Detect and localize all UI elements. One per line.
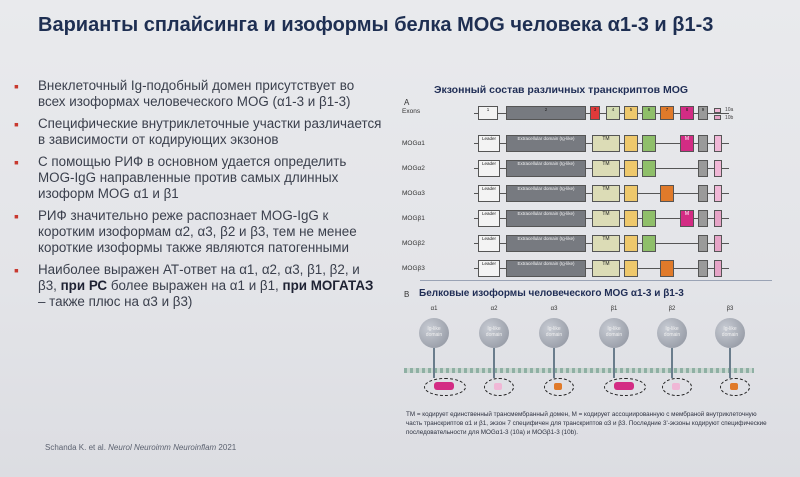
domain-stalk <box>493 348 495 378</box>
isoform-label: α2 <box>490 306 498 312</box>
m-box: M <box>680 135 694 152</box>
leader-box: Leader <box>478 210 500 227</box>
c-terminal <box>730 383 738 390</box>
bullet-item <box>12 78 382 110</box>
ig-like-domain: Ig-like domain <box>657 318 687 348</box>
bullet-text-part: Наиболее выражен АТ-ответ на α1, α2, α3, β1, β2, и β3, <box>38 262 360 293</box>
isoform-label: β1 <box>610 306 618 312</box>
exon-box <box>642 160 656 177</box>
ig-like-domain: Ig-like domain <box>479 318 509 348</box>
tm-box: TM <box>592 235 620 252</box>
exon-box <box>660 185 674 202</box>
exon-box <box>660 260 674 277</box>
citation-journal: Neurol Neuroimm Neuroinflam <box>108 443 217 452</box>
legend-10b: 10b <box>725 115 734 121</box>
exon-10a-box <box>714 135 722 152</box>
ig-like-domain: Ig-like domain <box>539 318 569 348</box>
transcript-label: MOGα3 <box>402 190 425 197</box>
transcript-label: MOGα1 <box>402 140 425 147</box>
leader-box: Leader <box>478 185 500 202</box>
legend-10a: 10a <box>725 107 734 113</box>
exon-box: 6 <box>642 106 656 120</box>
exon-box: 8 <box>680 106 694 120</box>
panel-a-title: Экзонный состав различных транскриптов MOG <box>434 84 689 96</box>
domain-stalk <box>433 348 435 378</box>
exon-box: 9 <box>698 106 708 120</box>
exon-box: 1 <box>478 106 498 120</box>
m-domain <box>434 382 454 390</box>
ig-like-domain: Ig-like domain <box>599 318 629 348</box>
exon-10b-box <box>714 235 722 252</box>
bullet-text: С помощью РИФ в основном удается определить MOG-IgG направленные против самых длинных изоформ MOG α1 и β1 <box>38 154 347 201</box>
exon-box <box>624 160 638 177</box>
exon-10b-box <box>714 210 722 227</box>
tm-box: TM <box>592 135 620 152</box>
exon-box: 7 <box>660 106 674 120</box>
bullet-text: РИФ значительно реже распознает MOG-IgG к коротким изоформам α2, α3, β2 и β3, тем не менее короткие изоформы также являются патогенными <box>38 208 357 255</box>
isoform-label: β3 <box>726 306 734 312</box>
exon-box <box>624 135 638 152</box>
bullet-item <box>12 262 382 310</box>
ig-domain-exon-box: Extracellular domain (Ig-like) <box>506 260 586 277</box>
exon-box <box>698 210 708 227</box>
exon-box <box>698 135 708 152</box>
m-box: M <box>680 210 694 227</box>
exon-box <box>698 260 708 277</box>
ig-domain-exon-box: Extracellular domain (Ig-like) <box>506 210 586 227</box>
panel-b-letter: B <box>404 290 410 299</box>
tm-box: TM <box>592 210 620 227</box>
exon-box <box>698 160 708 177</box>
transcript-label: MOGβ2 <box>402 240 425 247</box>
exon-box <box>642 210 656 227</box>
bullet-marker: ▪ <box>14 208 19 224</box>
exon-10a-box <box>714 185 722 202</box>
ig-like-domain: Ig-like domain <box>715 318 745 348</box>
bullet-text: Специфические внутриклеточные участки различается в зависимости от кодирующих экзонов <box>38 116 382 147</box>
c-terminal <box>494 383 502 390</box>
isoform-label: β2 <box>668 306 676 312</box>
exon-box <box>698 185 708 202</box>
panel-a-letter: A <box>404 98 410 107</box>
ig-domain-exon-box: Extracellular domain (Ig-like) <box>506 235 586 252</box>
exon-box: 4 <box>606 106 620 120</box>
panel-b-title: Белковые изоформы человеческого MOG α1-3 и β1-3 <box>419 288 684 299</box>
bullet-marker: ▪ <box>14 116 19 132</box>
bullet-item <box>12 116 382 148</box>
bullet-marker: ▪ <box>14 78 19 94</box>
bullet-item <box>12 208 382 256</box>
bullet-text-part: – также плюс на α3 и β3) <box>38 294 193 309</box>
m-domain <box>614 382 634 390</box>
transcript-label: MOGα2 <box>402 165 425 172</box>
isoform-label: α3 <box>550 306 558 312</box>
isoform-label: α1 <box>430 306 438 312</box>
ig-domain-exon-box: Extracellular domain (Ig-like) <box>506 185 586 202</box>
divider <box>420 280 772 281</box>
exon-box <box>624 185 638 202</box>
tm-box: TM <box>592 185 620 202</box>
bullet-text-part: более выражен на α1 и β1, <box>107 278 283 293</box>
exon-box <box>642 135 656 152</box>
ig-domain-exon-box: Extracellular domain (Ig-like) <box>506 160 586 177</box>
exon-box <box>624 210 638 227</box>
c-terminal <box>672 383 680 390</box>
bullet-marker: ▪ <box>14 154 19 170</box>
mog-figure <box>392 82 777 458</box>
exon-row-label: Exons <box>402 108 421 115</box>
exon-10b-box <box>714 260 722 277</box>
bullet-text <box>38 262 373 309</box>
exon-box <box>624 260 638 277</box>
ig-domain-exon-box: Extracellular domain (Ig-like) <box>506 135 586 152</box>
ig-like-domain: Ig-like domain <box>419 318 449 348</box>
citation <box>45 443 236 452</box>
exon-box <box>642 235 656 252</box>
exon-box <box>624 235 638 252</box>
leader-box: Leader <box>478 160 500 177</box>
domain-stalk <box>671 348 673 378</box>
slide-title: Варианты сплайсинга и изоформы белка MOG человека α1-3 и β1-3 <box>38 14 714 36</box>
exon-10a-box <box>714 160 722 177</box>
citation-authors: Schanda K. et al. <box>45 443 109 452</box>
tm-box: TM <box>592 160 620 177</box>
figure-caption: TM = кодирует единственный трансмембранный домен, M = кодирует ассоциированную с мембраной внутриклеточную часть транскриптов α1 и β1, экзон 7 специфичен для транскриптов α3 и β3. Последние 3'-экзоны кодируют специфические последовательности для MOGα1-3 (10a) и MOGβ1-3 (10b). <box>406 411 767 436</box>
exon-box <box>698 235 708 252</box>
leader-box: Leader <box>478 135 500 152</box>
bullet-text: Внеклеточный Ig-подобный домен присутствует во всех изоформах человеческого MOG (α1-3 и β1-3) <box>38 78 355 109</box>
cell-membrane <box>404 368 754 373</box>
exon-box: 3 <box>590 106 600 120</box>
citation-year: 2021 <box>216 443 237 452</box>
domain-stalk <box>729 348 731 378</box>
transcript-label: MOGβ3 <box>402 265 425 272</box>
bullet-text-bold: при РС <box>60 278 108 293</box>
tm-box: TM <box>592 260 620 277</box>
leader-box: Leader <box>478 235 500 252</box>
exon-10a-box <box>714 108 721 113</box>
domain-stalk <box>613 348 615 378</box>
bullet-text-bold: при МОГАТАЗ <box>282 278 374 293</box>
domain-stalk <box>553 348 555 378</box>
bullet-marker: ▪ <box>14 262 19 278</box>
bullet-item <box>12 154 382 202</box>
bullet-list <box>12 78 382 316</box>
leader-box: Leader <box>478 260 500 277</box>
exon-box: 5 <box>624 106 638 120</box>
exon-10b-box <box>714 115 721 120</box>
transcript-label: MOGβ1 <box>402 215 425 222</box>
c-terminal <box>554 383 562 390</box>
exon-box: 2 <box>506 106 586 120</box>
